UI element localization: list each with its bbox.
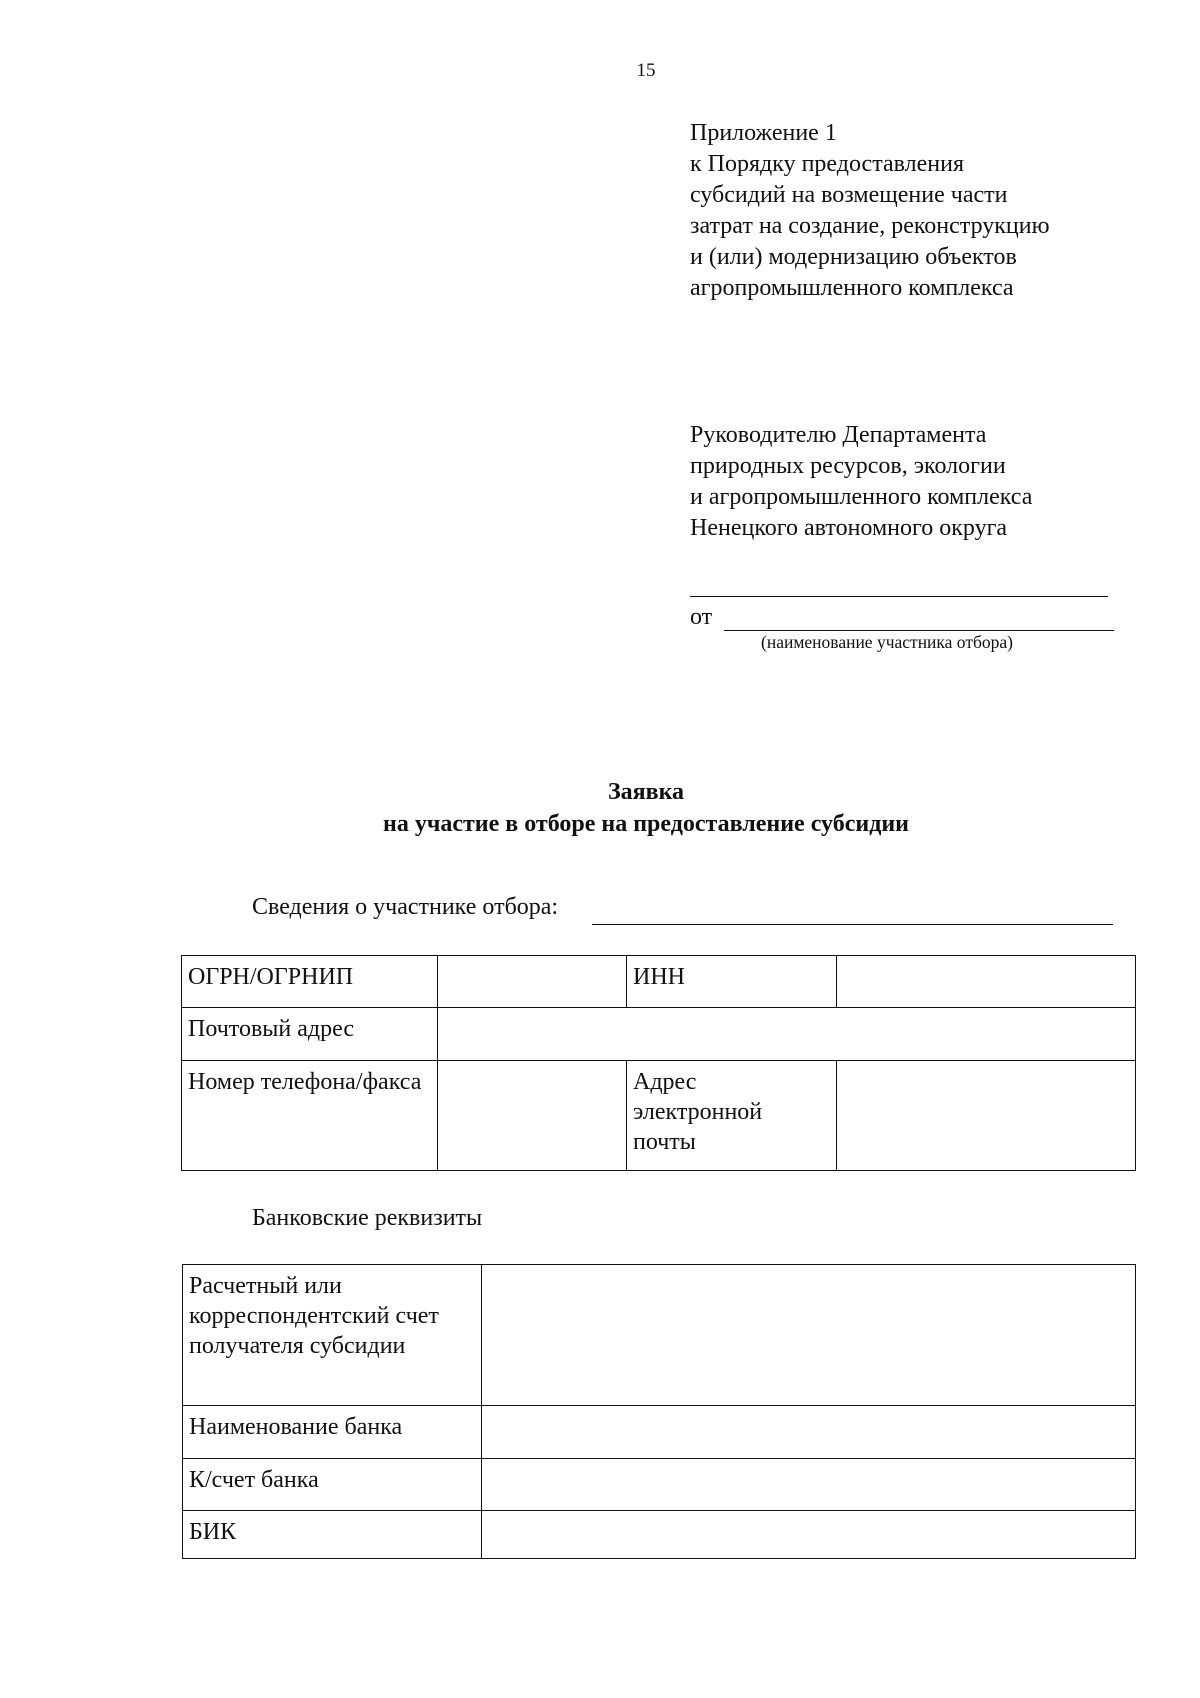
correspondent-account-label: К/счет банка [183,1459,482,1511]
application-title-line1: Заявка [607,779,685,805]
bank-details-table [182,1264,1136,1559]
bik-label: БИК [183,1511,482,1559]
from-label: от [690,604,713,630]
account-value-field[interactable] [482,1265,1136,1406]
inn-label: ИНН [627,956,837,1008]
appendix-reference [690,118,1050,304]
table-row [183,1406,1136,1459]
table-row [183,1265,1136,1406]
email-label: Адрес электронной почты [627,1061,837,1171]
ogrn-label: ОГРН/ОГРНИП [182,956,438,1008]
blank-line [690,596,1108,597]
ogrn-value-field[interactable] [438,956,627,1008]
inn-value-field[interactable] [837,956,1136,1008]
table-row [182,1008,1136,1061]
account-label: Расчетный или корреспондентский счет получателя субсидии [183,1265,482,1406]
postal-address-value-field[interactable] [438,1008,1136,1061]
appendix-line: агропромышленного комплекса [690,275,1014,301]
postal-address-label: Почтовый адрес [182,1008,438,1061]
appendix-line: субсидий на возмещение части [690,182,1008,208]
table-row [183,1459,1136,1511]
blank-line-participant [724,630,1114,631]
phone-label: Номер телефона/факса [182,1061,438,1171]
page-number: 15 [636,60,656,81]
bik-value-field[interactable] [482,1511,1136,1559]
addressee-line: природных ресурсов, экологии [690,453,1006,479]
phone-value-field[interactable] [438,1061,627,1171]
bank-name-value-field[interactable] [482,1406,1136,1459]
correspondent-account-value-field[interactable] [482,1459,1136,1511]
participant-name-caption: (наименование участника отбора) [761,632,1013,652]
appendix-line: к Порядку предоставления [690,151,965,177]
blank-line-participant-info [592,924,1113,925]
addressee-line: Ненецкого автономного округа [690,515,1008,541]
table-row [182,956,1136,1008]
addressee-line: Руководителю Департамента [690,422,987,448]
application-title [0,776,1200,840]
participant-table [181,955,1136,1171]
email-value-field[interactable] [837,1061,1136,1171]
appendix-line: затрат на создание, реконструкцию [690,213,1050,239]
table-row [182,1061,1136,1171]
application-title-line2: на участие в отборе на предоставление субсидии [383,811,909,837]
table-row [183,1511,1136,1559]
appendix-line: и (или) модернизацию объектов [690,244,1017,270]
bank-details-label: Банковские реквизиты [252,1205,483,1231]
bank-name-label: Наименование банка [183,1406,482,1459]
participant-info-label: Сведения о участнике отбора: [252,894,559,920]
appendix-line: Приложение 1 [690,120,837,146]
addressee [690,420,1032,544]
addressee-line: и агропромышленного комплекса [690,484,1033,510]
